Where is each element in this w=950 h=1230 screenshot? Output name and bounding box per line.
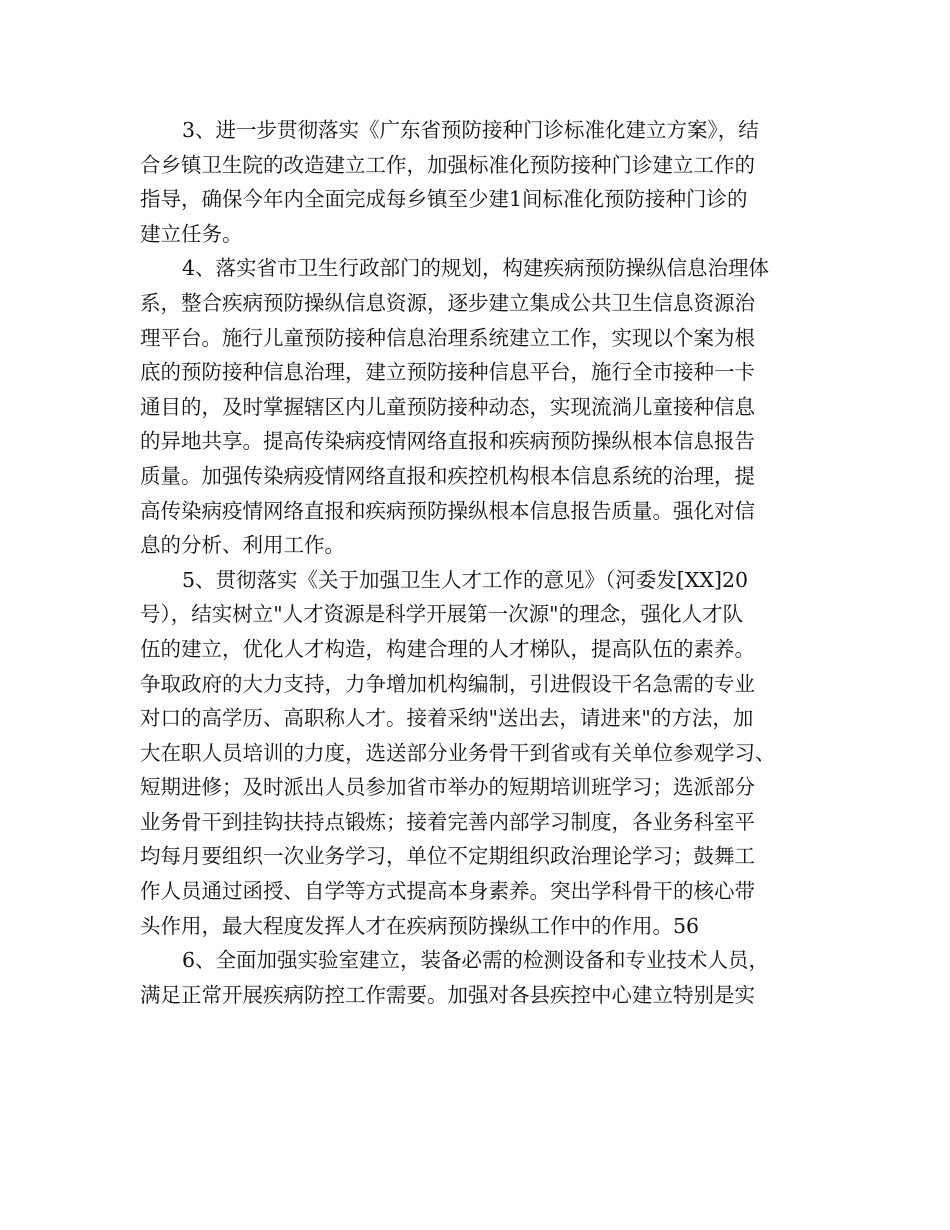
text-line: 满足正常开展疾病防控工作需要。加强对各县疾控中心建立特别是实 <box>140 982 755 1007</box>
text-line: 6、全面加强实验室建立，装备必需的检测设备和专业技术人员， <box>182 948 770 973</box>
text-line: 5、贯彻落实《关于加强卫生人才工作的意见》（河委发[XX]20 <box>182 567 749 592</box>
text-line: 的异地共享。提高传染病疫情网络直报和疾病预防操纵根本信息报告 <box>140 429 755 454</box>
text-line: 4、落实省市卫生行政部门的规划，构建疾病预防操纵信息治理体 <box>182 256 770 281</box>
text-line: 头作用，最大程度发挥人才在疾病预防操纵工作中的作用。56 <box>140 913 700 938</box>
text-line: 对口的高学历、高职称人才。接着采纳"送出去，请进来"的方法，加 <box>140 706 754 731</box>
paragraph-4 <box>140 251 820 562</box>
text-line: 大在职人员培训的力度，选送部分业务骨干到省或有关单位参观学习、 <box>140 740 776 765</box>
text-line: 作人员通过函授、自学等方式提高本身素养。突出学科骨干的核心带 <box>140 879 755 904</box>
text-line: 3、进一步贯彻落实《广东省预防接种门诊标准化建立方案》，结 <box>182 118 759 142</box>
text-line: 指导，确保今年内全面完成每乡镇至少建1间标准化预防接种门诊的 <box>140 187 748 212</box>
text-line: 息的分析、利用工作。 <box>140 533 345 558</box>
text-line: 高传染病疫情网络直报和疾病预防操纵根本信息报告质量。强化对信 <box>140 498 755 523</box>
text-line: 均每月要组织一次业务学习，单位不定期组织政治理论学习；鼓舞工 <box>140 844 755 869</box>
text-line: 质量。加强传染病疫情网络直报和疾控机构根本信息系统的治理，提 <box>140 463 755 488</box>
text-line: 底的预防接种信息治理，建立预防接种信息平台，施行全市接种一卡 <box>140 360 755 385</box>
text-line: 理平台。施行儿童预防接种信息治理系统建立工作，实现以个案为根 <box>140 325 755 350</box>
text-line: 短期进修；及时派出人员参加省市举办的短期培训班学习；选派部分 <box>140 775 755 800</box>
text-line: 建立任务。 <box>140 221 243 246</box>
text-line: 系，整合疾病预防操纵信息资源，逐步建立集成公共卫生信息资源治 <box>140 290 755 315</box>
text-line: 通目的，及时掌握辖区内儿童预防接种动态，实现流淌儿童接种信息 <box>140 394 755 419</box>
text-line: 业务骨干到挂钩扶持点锻炼；接着完善内部学习制度，各业务科室平 <box>140 809 755 834</box>
text-line: 争取政府的大力支持，力争增加机构编制，引进假设干名急需的专业 <box>140 671 755 696</box>
paragraph-3 <box>140 113 820 251</box>
text-line: 合乡镇卫生院的改造建立工作，加强标准化预防接种门诊建立工作的 <box>140 152 755 177</box>
text-line: 伍的建立，优化人才构造，构建合理的人才梯队，提高队伍的素养。 <box>140 636 755 661</box>
paragraph-5 <box>140 563 820 944</box>
document-body <box>140 113 820 1012</box>
paragraph-6 <box>140 943 820 1012</box>
text-line: 号），结实树立"人才资源是科学开展第一次源"的理念，强化人才队 <box>140 602 744 627</box>
